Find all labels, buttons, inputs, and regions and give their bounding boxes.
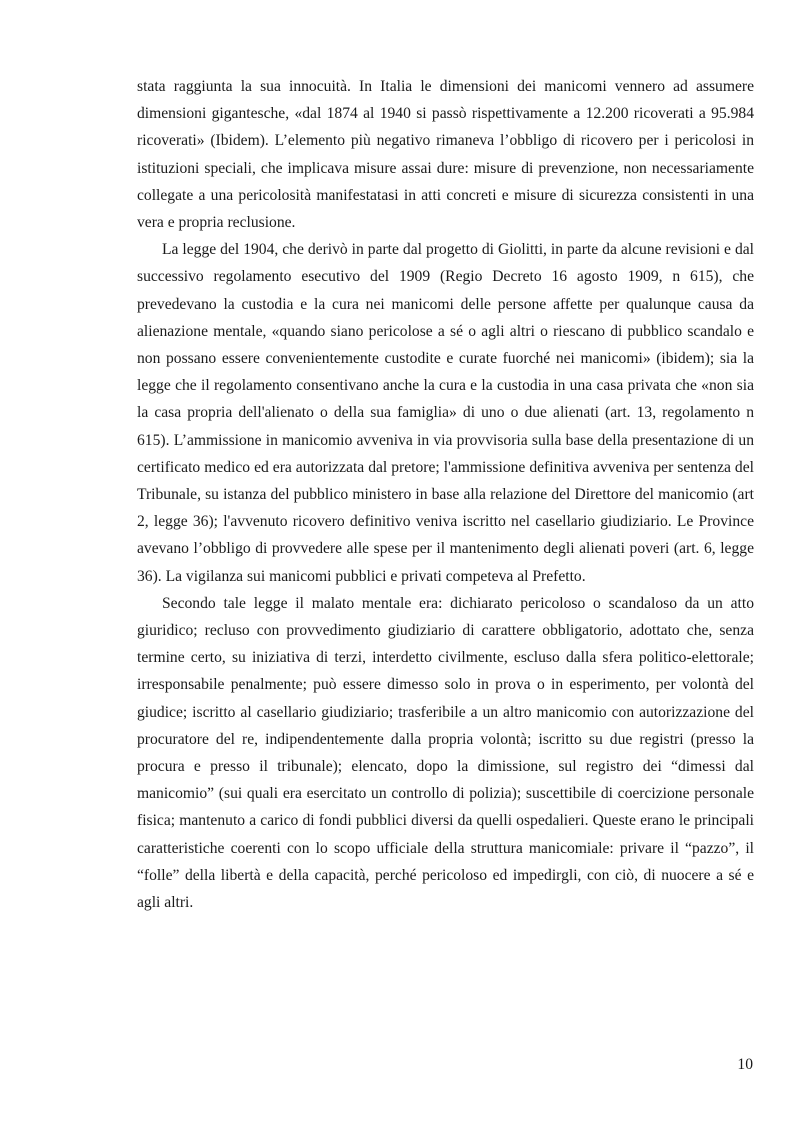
document-body: [137, 73, 754, 916]
paragraph-malato-mentale: Secondo tale legge il malato mentale era: dichiarato pericoloso o scandaloso da un atto giuridico; recluso con provvedimento giudiziario di carattere obbligatorio, adottato che, senza termine certo, su iniziativa di terzi, interdetto civilmente, escluso dalla sfera politico-elettorale; irresponsabile penalmente; può essere dimesso solo in prova o in esperimento, per volontà del giudice; iscritto al casellario giudiziario; trasferibile a un altro manicomio con autorizzazione del procuratore del re, indipendentemente dalla propria volontà; iscritto su due registri (presso la procura e presso il tribunale); elencato, dopo la dimissione, sul registro dei “dimessi dal manicomio” (sui quali era esercitato un controllo di polizia); suscettibile di coercizione personale fisica; mantenuto a carico di fondi pubblici diversi da quelli ospedalieri. Queste erano le principali caratteristiche coerenti con lo scopo ufficiale della struttura manicomiale: privare il “pazzo”, il “folle” della libertà e della capacità, perché pericoloso ed impedirgli, con ciò, di nuocere a sé e agli altri.: [137, 594, 754, 912]
paragraph-continuation: stata raggiunta la sua innocuità. In Italia le dimensioni dei manicomi vennero ad assumere dimensioni gigantesche, «dal 1874 al 1940 si passò rispettivamente a 12.200 ricoverati a 95.984 ricoverati» (Ibidem). L’elemento più negativo rimaneva l’obbligo di ricovero per i pericolosi in istituzioni speciali, che implicava misure assai dure: misure di prevenzione, non necessariamente collegate a una pericolosità manifestatasi in atti concreti e misure di sicurezza consistenti in una vera e propria reclusione.: [137, 78, 754, 232]
paragraph-legge-1904: La legge del 1904, che derivò in parte dal progetto di Giolitti, in parte da alcune revisioni e dal successivo regolamento esecutivo del 1909 (Regio Decreto 16 agosto 1909, n 615), che prevedevano la custodia e la cura nei manicomi delle persone affette per qualunque causa da alienazione mentale, «quando siano pericolose a sé o agli altri o riescano di pubblico scandalo e non possano essere convenientemente custodite e curate fuorché nei manicomi» (ibidem); sia la legge che il regolamento consentivano anche la cura e la custodia in una casa privata che «non sia la casa propria dell'alienato o della sua famiglia» di uno o due alienati (art. 13, regolamento n 615). L’ammissione in manicomio avveniva in via provvisoria sulla base della presentazione di un certificato medico ed era autorizzata dal pretore; l'ammissione definitiva avveniva per sentenza del Tribunale, su istanza del pubblico ministero in base alla relazione del Direttore del manicomio (art 2, legge 36); l'avvenuto ricovero definitivo veniva iscritto nel casellario giudiziario. Le Province avevano l’obbligo di provvedere alle spese per il mantenimento degli alienati poveri (art. 6, legge 36). La vigilanza sui manicomi pubblici e privati competeva al Prefetto.: [137, 241, 754, 585]
page-number: 10: [737, 1056, 753, 1073]
